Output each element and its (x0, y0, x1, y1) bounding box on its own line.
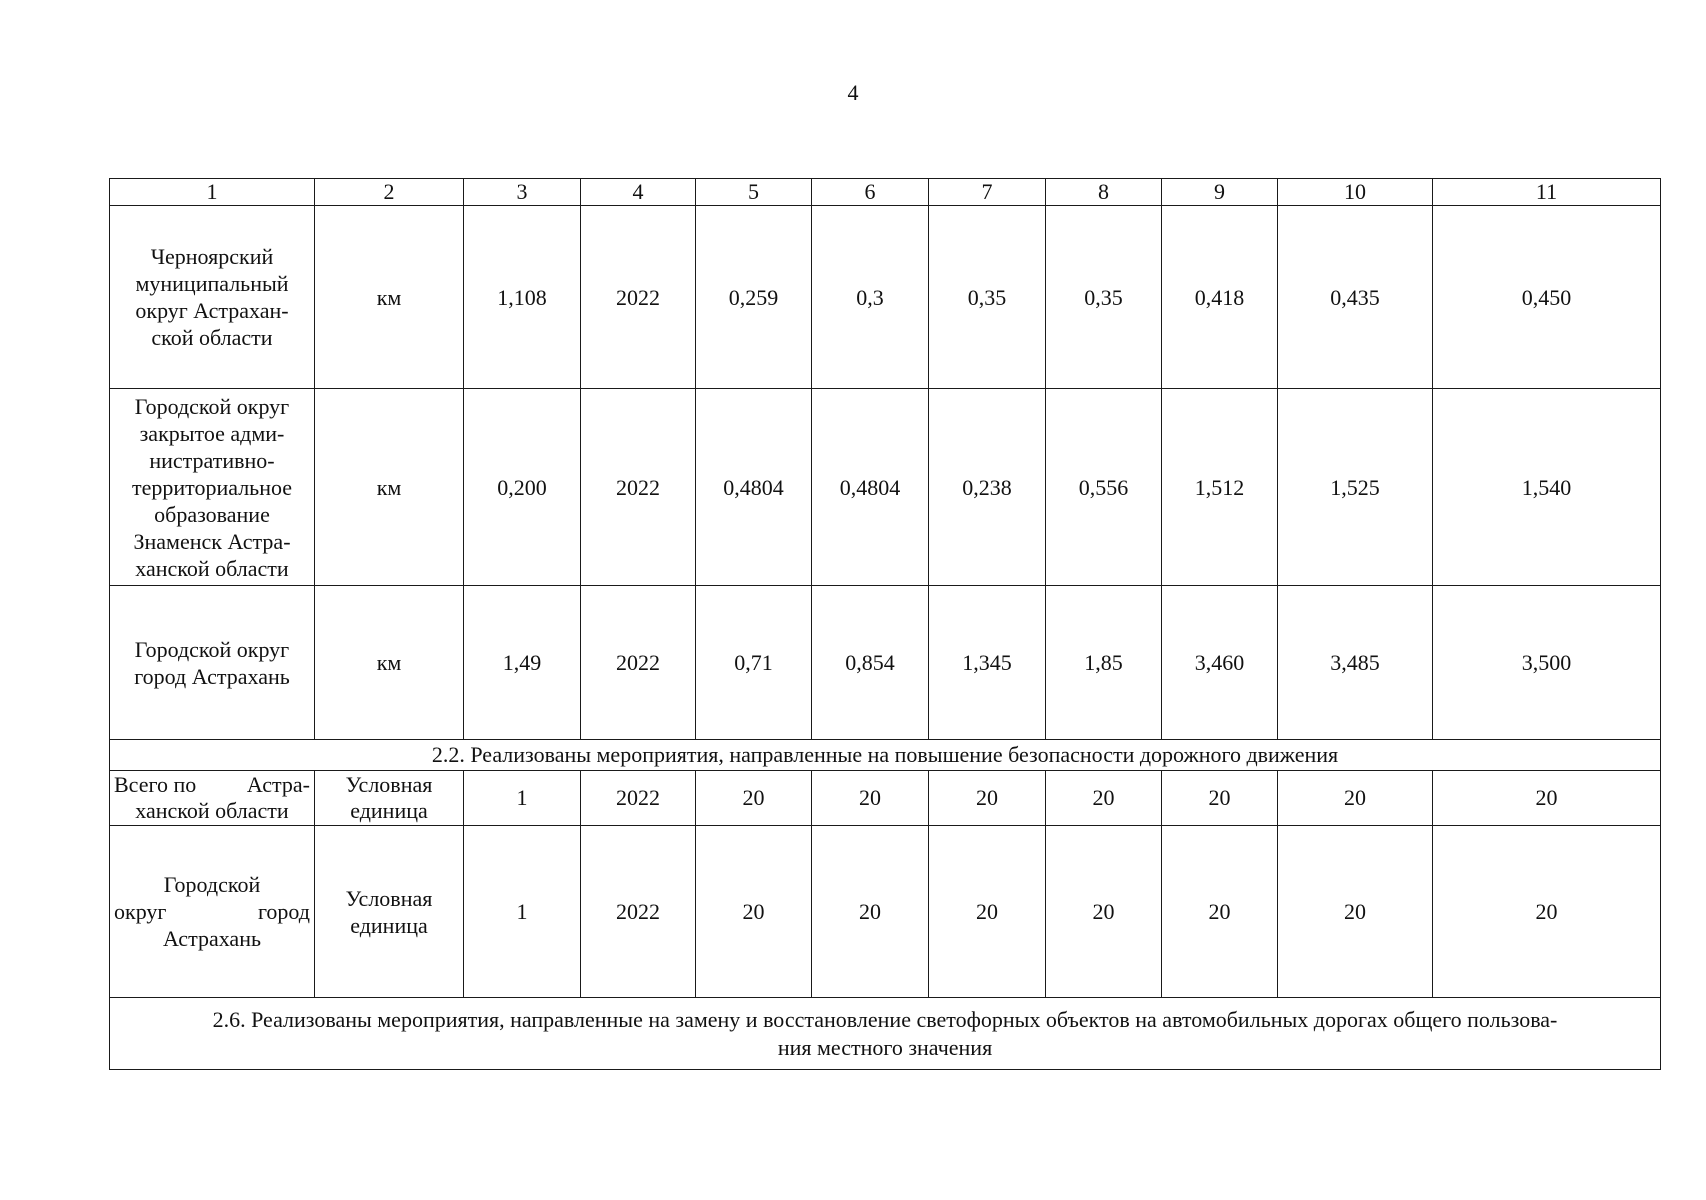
value-cell: 2022 (581, 389, 696, 586)
value-cell: 0,418 (1162, 206, 1278, 389)
value-cell: 2022 (581, 826, 696, 998)
table-row (110, 206, 1661, 389)
column-number: 10 (1278, 179, 1433, 206)
value-cell: 2022 (581, 206, 696, 389)
value-cell: 20 (929, 771, 1046, 826)
column-number-row (110, 179, 1661, 206)
value-cell: 20 (1162, 771, 1278, 826)
value-cell: 0,71 (696, 586, 812, 740)
value-cell: 0,3 (812, 206, 929, 389)
indicators-table (109, 178, 1661, 1070)
value-cell: 1,345 (929, 586, 1046, 740)
value-cell: 0,854 (812, 586, 929, 740)
value-cell: 0,450 (1433, 206, 1661, 389)
section-title-2-2: 2.2. Реализованы мероприятия, направленные на повышение безопасности дорожного движения (110, 740, 1661, 771)
value-cell: 1,49 (464, 586, 581, 740)
value-cell: 0,435 (1278, 206, 1433, 389)
page-number: 4 (847, 80, 859, 105)
value-cell: 1,85 (1046, 586, 1162, 740)
value-cell: 1,525 (1278, 389, 1433, 586)
value-cell: 1,512 (1162, 389, 1278, 586)
value-cell: 20 (696, 826, 812, 998)
municipality-name: Черноярский муниципальный округ Астрахан- ской области (110, 206, 315, 389)
value-cell: 20 (696, 771, 812, 826)
unit-cell: км (315, 389, 464, 586)
value-cell: 20 (1046, 771, 1162, 826)
column-number: 5 (696, 179, 812, 206)
value-cell: 0,200 (464, 389, 581, 586)
value-cell: 2022 (581, 771, 696, 826)
unit-cell: Условная единица (315, 771, 464, 826)
value-cell: 20 (1433, 771, 1661, 826)
value-cell: 20 (812, 826, 929, 998)
municipality-name: Всего по Астра- ханской области (110, 771, 315, 826)
value-cell: 0,35 (929, 206, 1046, 389)
table-row (110, 389, 1661, 586)
value-cell: 20 (1278, 771, 1433, 826)
value-cell: 1,540 (1433, 389, 1661, 586)
value-cell: 3,500 (1433, 586, 1661, 740)
value-cell: 0,238 (929, 389, 1046, 586)
column-number: 6 (812, 179, 929, 206)
municipality-name: Городской округ город Астрахань (110, 586, 315, 740)
unit-cell: Условная единица (315, 826, 464, 998)
column-number: 1 (110, 179, 315, 206)
section-title-2-6: 2.6. Реализованы мероприятия, направленные на замену и восстановление светофорных объектов на автомобильных дорогах общего пользова- ния местного значения (110, 998, 1661, 1070)
value-cell: 20 (1278, 826, 1433, 998)
municipality-name: Городской округ закрытое адми- нистративно- территориальное образование Знаменск Астра- ханской области (110, 389, 315, 586)
section-header-row (110, 998, 1661, 1070)
value-cell: 1,108 (464, 206, 581, 389)
column-number: 9 (1162, 179, 1278, 206)
value-cell: 0,259 (696, 206, 812, 389)
table-row (110, 771, 1661, 826)
column-number: 4 (581, 179, 696, 206)
value-cell: 0,4804 (696, 389, 812, 586)
column-number: 8 (1046, 179, 1162, 206)
value-cell: 1 (464, 826, 581, 998)
value-cell: 3,460 (1162, 586, 1278, 740)
unit-cell: км (315, 586, 464, 740)
value-cell: 20 (1046, 826, 1162, 998)
column-number: 7 (929, 179, 1046, 206)
value-cell: 0,4804 (812, 389, 929, 586)
value-cell: 20 (929, 826, 1046, 998)
column-number: 11 (1433, 179, 1661, 206)
table-row (110, 586, 1661, 740)
value-cell: 3,485 (1278, 586, 1433, 740)
value-cell: 1 (464, 771, 581, 826)
value-cell: 20 (1433, 826, 1661, 998)
value-cell: 0,35 (1046, 206, 1162, 389)
table-row (110, 826, 1661, 998)
column-number: 3 (464, 179, 581, 206)
value-cell: 20 (812, 771, 929, 826)
municipality-name: Городской округ город Астрахань (110, 826, 315, 998)
value-cell: 0,556 (1046, 389, 1162, 586)
section-header-row (110, 740, 1661, 771)
value-cell: 20 (1162, 826, 1278, 998)
column-number: 2 (315, 179, 464, 206)
value-cell: 2022 (581, 586, 696, 740)
unit-cell: км (315, 206, 464, 389)
